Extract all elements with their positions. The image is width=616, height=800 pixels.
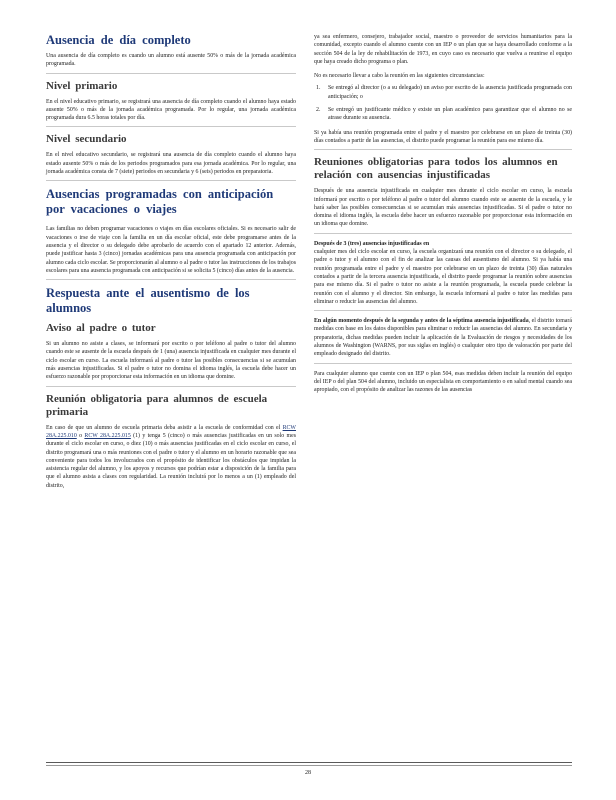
paragraph-text: o [76,432,85,439]
paragraph [46,424,296,490]
footer-rule-secondary [46,765,572,766]
paragraph: Las familias no deben programar vacaciones o viajes en días escolares oficiales. Si es necesario salir de vacaciones o irse de viaje con la familia en un día escolar oficial, este debe programarse antes de la ausencia y el director o su delegado debe aprobarlo de acuerdo con el apartado 12 anterior. Además, puede justificar hasta 3 (cinco) jornadas académicas para una ausencia programada con anticipación por alumno cada ciclo escolar. Se proporcionarán al alumno o al padre o tutor las instrucciones de los trabajos escolares para una ausencia programada con anticipación si se solicita 5 (cinco) días antes de la ausencia. [46,226,296,274]
paragraph: Después de una ausencia injustificada en cualquier mes durante el ciclo escolar en curso, la escuela informará por escrito o por teléfono al padre o tutor del alumno cuando este se ausente de la escuela, y le hará saber las posibles consecuencias si se acumulan más ausencias injustificadas. Si el padre o tutor no domina el idioma inglés, la escuela debe hacer un esfuerzo razonable por proporcionar esta información en un idioma que domine. [314,188,572,228]
subheading-parent-notice: Aviso al padre o tutor [46,322,156,335]
list-item-text: Se entregó al director (o a su delegado) un aviso por escrito de la ausencia justificada programada con anticipación; o [328,85,572,100]
paragraph: Para cualquier alumno que cuente con un IEP o plan 504, esas medidas deben incluir la reunión del equipo del IEP o del plan 504 del alumno, incluido un especialista en comportamiento o en salud mental cuando sea apropiado, con el propósito de analizar las razones de las ausencias [314,370,572,394]
circumstances-list [314,84,572,122]
list-item-text: Se entregó un justificante médico y existe un plan académico para garantizar que el alumno no se atrase durante su ausencia. [328,107,572,122]
section-title-planned-absences: Ausencias programadas con anticipación por vacaciones o viajes [46,187,274,217]
right-column [314,33,572,399]
page-number: 28 [305,770,311,776]
subheading-secondary-level: Nivel secundario [46,133,127,146]
list-number: 2. [316,107,321,114]
paragraph [314,317,572,358]
section-title-full-day-absence: Ausencia de día completo [46,33,191,47]
section-title-absenteeism-response: Respuesta ante el ausentismo de los alumnos [46,286,250,316]
divider [46,386,296,387]
paragraph-text: cualquier mes del ciclo escolar en curso, la escuela organizará una reunión con el director o su delegado, el padre o tutor y el alumno con el fin de analizar las causas del ausentismo del alumno. Si ya había una reunión programada entre el padre y el maestro por celebrarse en un plazo de treinta (30) días naturales contados a partir de la tercera ausencia injustificada, el distrito puede programar la reunión sobre ausencias para ese mismo día. Si el padre o tutor no asiste a la reunión programada, la escuela puede celebrar la reunión con el alumno y el director. Sin embargo, la escuela informará al padre o tutor las medidas para eliminar o reducir las ausencias del alumno. [314,249,572,305]
paragraph: No es necesario llevar a cabo la reunión en las siguientes circunstancias: [314,73,485,80]
subheading-mandatory-meetings-all: Reuniones obligatorias para todos los alumnos en relación con ausencias injustificadas [314,156,558,182]
subheading-primary-level: Nivel primario [46,79,118,92]
list-item [314,84,572,101]
list-number: 1. [316,85,321,92]
paragraph: ya sea enfermero, consejero, trabajador social, maestro o proveedor de servicios humanitarios para la comunidad, excepto cuando el alumno cuente con un IEP o un plan que se haya desarrollado conforme a la sección 504 de la ley de rehabilitación de 1973, en cuyo caso es necesario que vuelva a reunirse el equipo que haya creado dicho programa o plan. [314,34,572,65]
paragraph [314,240,572,306]
rcw-link-010[interactable]: RCW 28A.225.010 [46,424,296,439]
paragraph: En el nivel educativo primario, se registrará una ausencia de día completo cuando el alumno haya estado ausente 50% o más de la jornada académica programada. Por lo regular, una jornada académica programada dura 6.5 horas totales por día. [46,98,296,122]
divider [46,126,296,127]
rcw-link-015[interactable]: RCW 28A.225.015 [84,432,131,439]
divider [314,310,572,311]
list-item [314,106,572,123]
subheading-mandatory-meeting-primary: Reunión obligatoria para alumnos de escuela primaria [46,392,268,418]
left-column [46,33,296,494]
bold-lead: En algún momento después de la segunda y antes de la séptima ausencia injustificada [314,318,529,325]
footer-rule [46,762,572,766]
divider [46,73,296,74]
paragraph-text: (1) y tenga 5 (cinco) o más ausencias justificadas en un solo mes durante el ciclo escolar en curso, o diez (10) o más ausencias justificadas en el ciclo escolar en curso, el distrito programará una o más reuniones con el padre o tutor y el alumno en un horario razonable que sea conveniente para todos los involucrados con el propósito de identificar los obstáculos que impidan la asistencia regular del alumno, y los apoyos y recursos que podrían estar a disposición de la familia para que el alumno asista a clases con regularidad. La reunión incluirá por lo menos a un (1) empleado del distrito, [46,432,297,489]
bold-lead: Después de 3 (tres) ausencias injustificadas en [314,240,430,247]
divider [314,233,572,234]
divider [314,149,572,150]
divider [46,279,296,280]
paragraph: Si ya había una reunión programada entre el padre y el maestro por celebrarse en un plazo de treinta (30) días contados a partir de las ausencias, el distrito puede programar la reunión para ese mismo día. [314,129,572,144]
paragraph-text: , el distrito tomará medidas con base en los datos disponibles para eliminar o reducir las ausencias del alumno. En secundaria y preparatoria, dichas medidas pueden incluir la aplicación de la Evaluación de riesgos y necesidades de los alumnos de Washington (WARNS, por sus siglas en inglés) o cualquier otro tipo de valoración por parte del empleado designado del distrito. [314,318,573,358]
paragraph: Si un alumno no asiste a clases, se informará por escrito o por teléfono al padre o tutor del alumno cuando este se ausente de la escuela después de 1 (una) ausencia injustificada en cualquier mes durante el ciclo escolar en curso. La escuela informará al padre o tutor las posibles consecuencias si se acumulan más ausencias injustificadas. Si el padre o tutor no domina el idioma inglés, la escuela debe hacer un esfuerzo razonable por proporcionar esta información en un idioma que domine. [46,341,296,381]
paragraph: Una ausencia de día completo es cuando un alumno está ausente 50% o más de la jornada académica programada. [46,53,296,68]
paragraph: En el nivel educativo secundario, se registrará una ausencia de día completo cuando el alumno haya estado ausente 50% o más de los periodos programados para esa jornada académica. Por lo regular, una jornada académica consta de 7 (siete) periodos en secundaria y 6 (seis) periodos en preparatoria. [46,152,296,176]
divider [46,180,296,181]
paragraph-text: En caso de que un alumno de escuela primaria deba asistir a la escuela de conformidad con el [46,424,283,431]
divider [314,363,572,364]
